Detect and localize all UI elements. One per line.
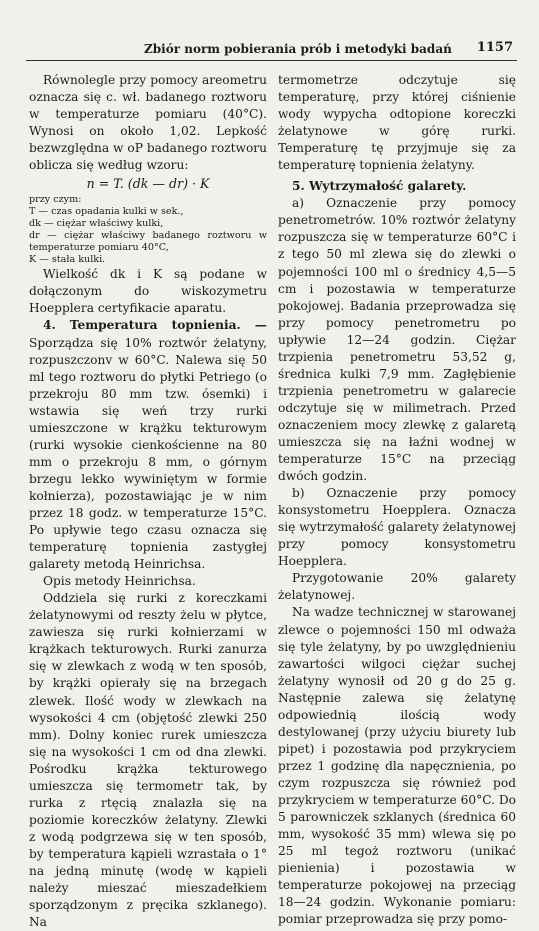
paragraph: Wielkość dk i K są podane w dołączonym do wiskozymetru Hoepplera certyfikacie aparatu. <box>29 267 267 316</box>
legend-item: K — stała kulki. <box>29 254 106 266</box>
legend-item: T — czas opadania kulki w sek., <box>29 206 184 218</box>
page-header <box>26 40 517 61</box>
paragraph: a) Oznaczenie przy pomocy penetrometrów. 10% roztwór żelatyny rozpuszcza się w temperaturze 60°C i z tego 50 ml zlewa się do zlewki o pojemności 100 ml o średnicy 4,5—5 cm i pozostawia w temperaturze pokojowej. Badania przeprowadza się przy pomocy penetrometru po upływie 12—24 godzin. Ciężar trzpienia penetrometru 53,52 g, średnica kulki 7,9 mm. Zagłębienie trzpienia penetrometru w galarecie odczytuje się w milimetrach. Przed oznaczeniem mocy zlewkę z galaretą umieszcza się na łaźni wodnej w temperaturze 15°C na przeciąg dwóch godzin. <box>278 196 516 484</box>
subheading: Opis metody Heinrichsa. <box>43 574 196 589</box>
paragraph: termometrze odczytuje się temperaturę, przy której ciśnienie wody wypycha odtopione koreczki żelatynowe w górę rurki. Temperaturę tę przyjmuje się za temperaturę topnienia żelatyny. <box>278 73 516 173</box>
paragraph: Na wadze technicznej w starowanej zlewce o pojemności 150 ml odważa się tyle żelatyny, by po uwzględnieniu zawartości wilgoci ciężar suchej żelatyny wynosił od 20 g do 25 g. Następnie zalewa się żelatynę odpowiednią ilością wody destylowanej (przy użyciu biurety lub pipet) i pozostawia pod przykryciem przez 1 godzinę dla napęcznienia, po czym rozpuszcza się również pod przykryciem w temperaturze 60°C. Do 5 parowniczek szklanych (średnica 60 mm, wysokość 35 mm) wlewa się po 25 ml tegoż roztworu (unikać pienienia) i pozostawia w temperaturze pokojowej na przeciąg 18—24 godzin. Wykonanie pomiaru: pomiar przeprowadza się przy pomo- <box>278 605 516 927</box>
left-column <box>29 72 267 931</box>
section-text: Sporządza się 10% roztwór żelatyny, rozpuszczonv w 60°C. Nalewa się 50 ml tego roztworu do płytki Petriego (o przekroju 80 mm tzw. ósemki) i wstawia się weń trzy rurki umieszczone w krążku tekturowym (rurki wysokie cienkościenne na 80 mm o przekroju 8 mm, o górnym brzegu lekko wywiniętym w formie kołnierza), pozostawiając je w nim przez 18 godz. w temperaturze 15°C. Po upływie tego czasu oznacza się temperaturę topnienia zastygłej galarety metodą Heinrichsa. <box>29 335 267 572</box>
paragraph: Przygotowanie 20% galarety żelatynowej. <box>278 571 516 603</box>
right-column <box>278 72 516 928</box>
formula-legend <box>29 194 267 266</box>
section-heading: 5. Wytrzymałość galarety. <box>292 179 467 194</box>
section-heading: 4. Temperatura topnienia. — <box>43 318 267 333</box>
legend-item: dk — ciężar właściwy kulki, <box>29 218 164 230</box>
legend-lead: przy czym: <box>29 194 82 206</box>
paragraph: Oddziela się rurki z koreczkami żelatynowymi od reszty żelu w płytce, zawiesza się rurki kołnierzami w krążkach tekturowych. Rurki zanurza się w zlewkach z wodą w ten sposób, by krążki opierały się na brzegach zlewek. Ilość wody w zlewkach na wysokości 4 cm (objętość zlewki 250 mm). Dolny koniec rurek umieszcza się na wysokości 1 cm od dna zlewki. Pośrodku krążka tekturowego umieszcza się termometr tak, by rurka z rtęcią znalazła się na poziomie koreczków żelatyny. Zlewki z wodą podgrzewa się w ten sposób, by temperatura kąpieli wzrastała o 1° na jedną minutę (wodę w kąpieli należy mieszać mieszadełkiem sporządzonym z pręcika szklanego). Na <box>29 591 267 930</box>
section-paragraph <box>29 317 267 573</box>
running-title: Zbiór norm pobierania prób i metodyki badań <box>144 42 452 56</box>
page-number: 1157 <box>476 40 513 55</box>
paragraph: Równolegle przy pomocy areometru oznacza się c. wł. badanego roztworu w temperaturze pomiaru (40°C). Wynosi on około 1,02. Lepkość bezwzględna w oP badanego roztworu oblicza się według wzoru: <box>29 73 267 173</box>
legend-item: dr — ciężar właściwy badanego roztworu w temperaturze pomiaru 40°C, <box>29 230 267 254</box>
viscosity-formula: n = T. (dk — dr) · K <box>86 176 210 192</box>
paragraph: b) Oznaczenie przy pomocy konsystometru Hoepplera. Oznacza się wytrzymałość galarety żelatynowej przy pomocy konsystometru Hoepplera. <box>278 486 516 569</box>
